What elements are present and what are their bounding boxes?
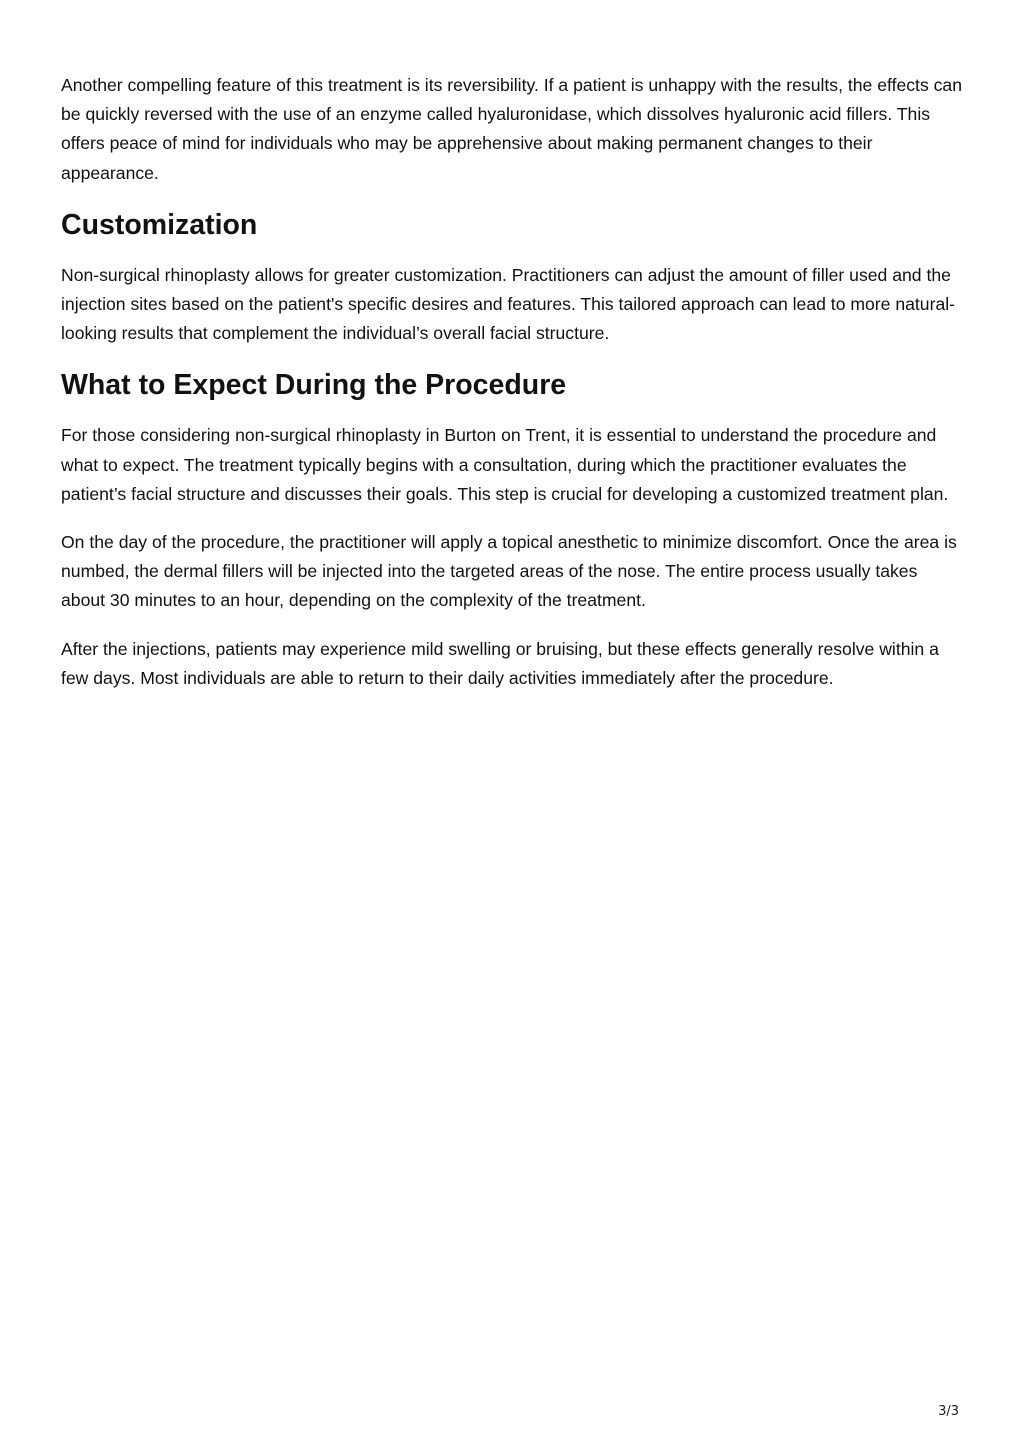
procedure-paragraph-day-of: On the day of the procedure, the practitioner will apply a topical anesthetic to minimize discomfort. Once the area is numbed, the dermal fillers will be injected into the targeted areas of the nose. The entire process usually takes about 30 minutes to an hour, depending on the complexity of the treatment. [61,532,957,611]
procedure-paragraph-consultation: For those considering non-surgical rhinoplasty in Burton on Trent, it is essential to understand the procedure and what to expect. The treatment typically begins with a consultation, during which the practitioner evaluates the patient’s facial structure and discusses their goals. This step is crucial for developing a customized treatment plan. [61,425,949,504]
section-heading-customization: Customization [61,208,258,241]
intro-paragraph: Another compelling feature of this treatment is its reversibility. If a patient is unhappy with the results, the effects can be quickly reversed with the use of an enzyme called hyaluronidase, which dissolves hyaluronic acid fillers. This offers peace of mind for individuals who may be apprehensive about making permanent changes to their appearance. [61,75,962,183]
page-number: 3/3 [938,1404,959,1419]
section-heading-procedure: What to Expect During the Procedure [61,369,567,402]
document-body [61,71,963,712]
customization-paragraph: Non-surgical rhinoplasty allows for greater customization. Practitioners can adjust the amount of filler used and the injection sites based on the patient's specific desires and features. This tailored approach can lead to more natural-looking results that complement the individual’s overall facial structure. [61,264,955,344]
procedure-paragraph-aftercare: After the injections, patients may experience mild swelling or bruising, but these effects generally resolve within a few days. Most individuals are able to return to their daily activities immediately after the procedure. [61,638,939,688]
